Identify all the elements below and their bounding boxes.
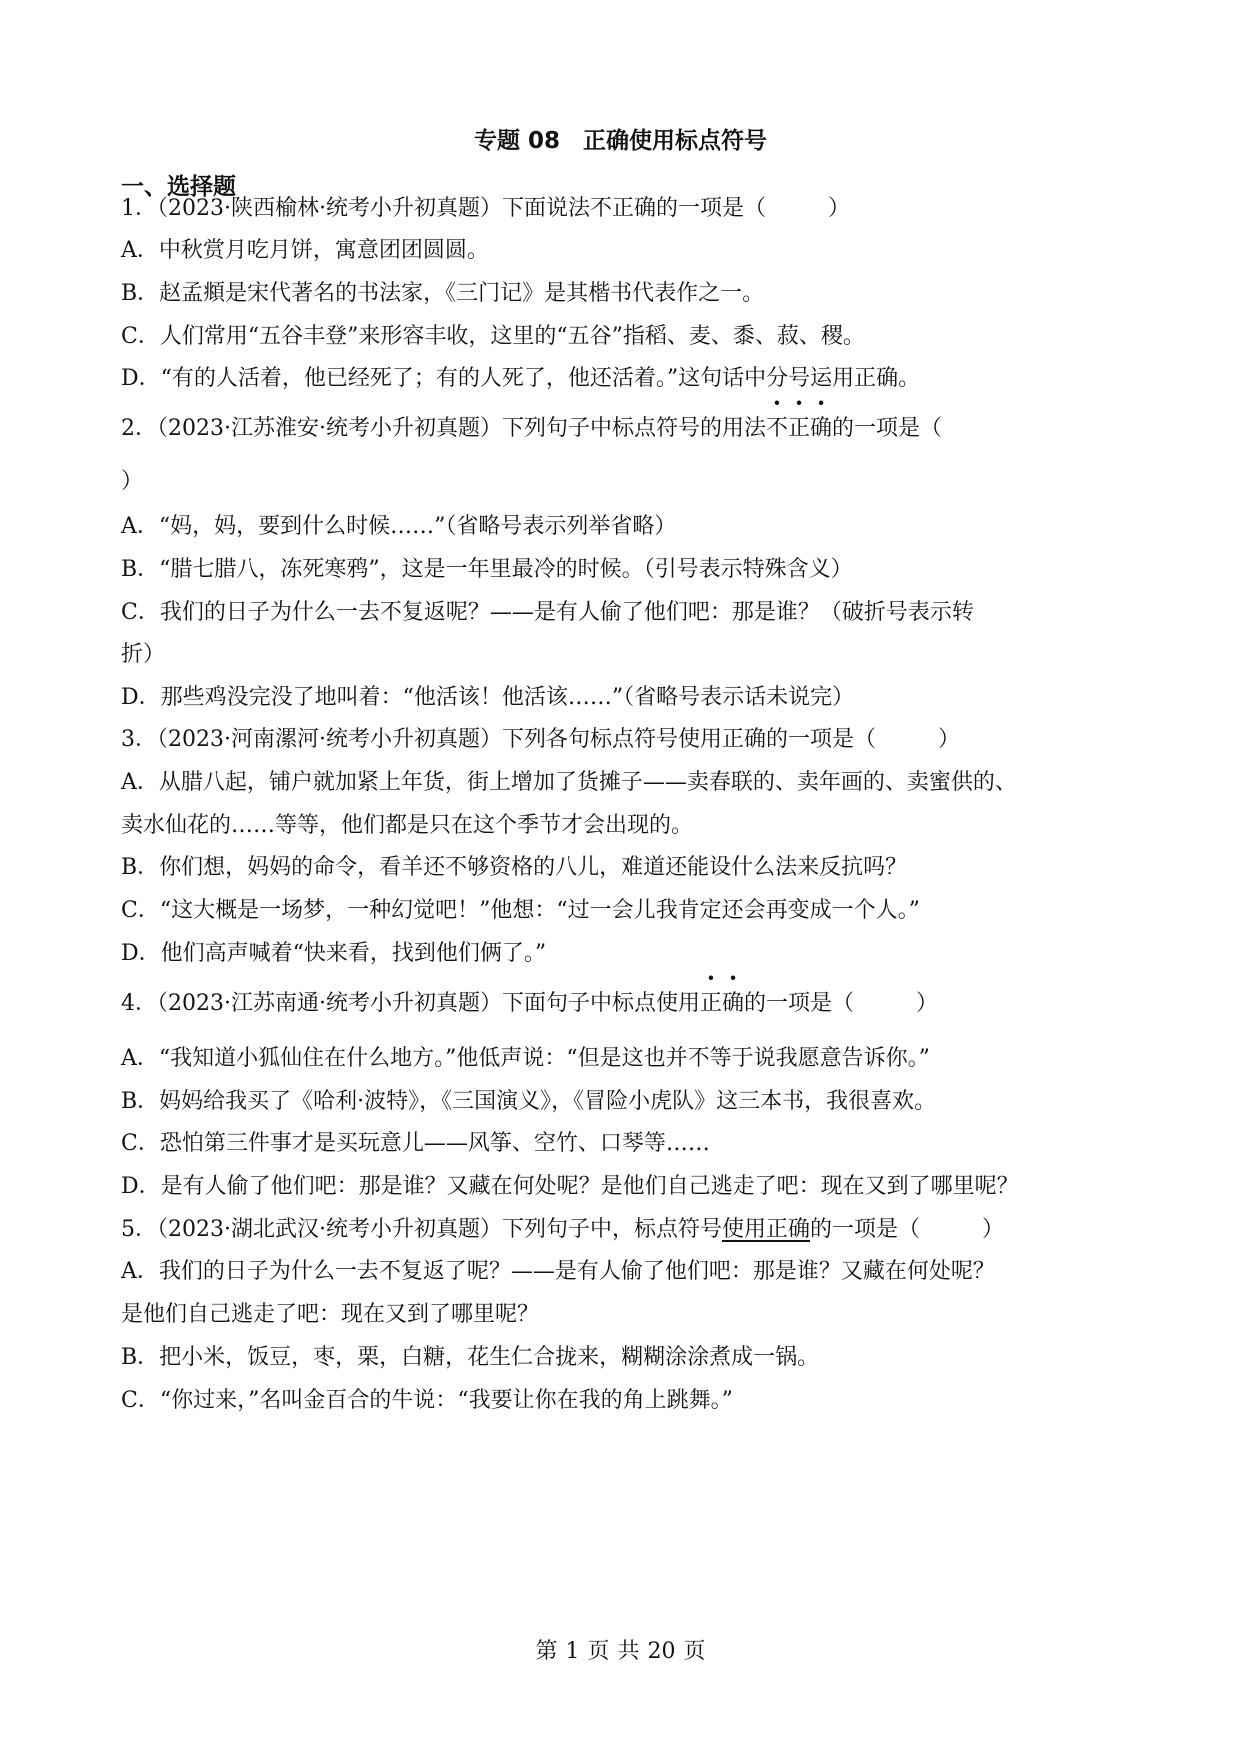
q2-option-b: B．“腊七腊八，冻死寒鸦”，这是一年里最冷的时候。（引号表示特殊含义） <box>121 557 853 582</box>
paren-close: ） <box>827 196 850 221</box>
footer-text: 页 <box>683 1639 706 1664</box>
question-4-text-end: 的一项是（ <box>744 991 855 1016</box>
section-heading: 一、选择题 <box>121 174 236 200</box>
q5-option-a-cont: 是他们自己逃走了吧：现在又到了哪里呢？ <box>121 1302 540 1327</box>
page-footer <box>0 1634 1241 1665</box>
q3-option-c: C．“这大概是一场梦，一种幻觉吧！”他想：“过一会儿我肯定还会再变成一个人。” <box>121 898 920 923</box>
q2-option-c: C．我们的日子为什么一去不复返呢？——是有人偷了他们吧：那是谁？（破折号表示转 <box>121 600 974 625</box>
footer-text: 页 <box>587 1639 610 1664</box>
question-5-text-end: 的一项是（ <box>810 1217 921 1242</box>
page-number: 1 <box>565 1639 580 1664</box>
emphasis-char: 正 <box>699 991 722 1016</box>
emphasis-char: 正 <box>788 416 811 441</box>
q2-option-d: D．那些鸡没完没了地叫着：“他活该！他活该……”（省略号表示话未说完） <box>121 685 855 710</box>
q5-option-c: C．“你过来，”名叫金百合的牛说：“我要让你在我的角上跳舞。” <box>121 1388 733 1413</box>
footer-text: 第 <box>535 1639 558 1664</box>
paren-close: ） <box>982 1217 1005 1242</box>
question-4-stem <box>121 989 1131 1019</box>
emphasis-char: 确 <box>722 991 745 1016</box>
page-total: 20 <box>647 1639 676 1664</box>
q2-option-a: A．“妈，妈，要到什么时候……”（省略号表示列举省略） <box>121 514 677 539</box>
question-3-text: 3．（2023·河南漯河·统考小升初真题）下列各句标点符号使用正确的一项是（ <box>121 727 876 752</box>
question-2-stem <box>121 414 1131 444</box>
paren-close: ） <box>916 991 939 1016</box>
emphasis-char: 确 <box>810 416 833 441</box>
q1-option-d: D．“有的人活着，他已经死了；有的人死了，他还活着。”这句话中分号运用正确。 <box>121 366 921 391</box>
page-title: 专题 08 正确使用标点符号 <box>473 128 767 154</box>
question-2-text-end: 的一项是（ <box>832 416 943 441</box>
q2-option-c-cont: 折） <box>121 642 166 667</box>
question-2-text: 2．（2023·江苏淮安·统考小升初真题）下列句子中标点符号的用法 <box>121 416 766 441</box>
q3-option-d: D．他们高声喊着“快来看，找到他们俩了。” <box>121 941 547 966</box>
footer-text: 共 <box>617 1639 640 1664</box>
question-4-text: 4．（2023·江苏南通·统考小升初真题）下面句子中标点使用 <box>121 991 700 1016</box>
question-5-stem <box>121 1215 1131 1245</box>
q4-option-c: C．恐怕第三件事才是买玩意儿——风筝、空竹、口琴等…… <box>121 1131 710 1156</box>
underlined-phrase: 使用正确 <box>721 1217 810 1242</box>
q1-option-a: A．中秋赏月吃月饼，寓意团团圆圆。 <box>121 238 489 263</box>
q2-paren-close: ） <box>121 469 144 494</box>
q4-option-b: B．妈妈给我买了《哈利·波特》，《三国演义》，《冒险小虎队》这三本书，我很喜欢。 <box>121 1089 937 1114</box>
q4-option-d: D．是有人偷了他们吧：那是谁？又藏在何处呢？是他们自己逃走了吧：现在又到了哪里呢？ <box>121 1174 1019 1199</box>
q5-option-a: A．我们的日子为什么一去不复返了呢？——是有人偷了他们吧：那是谁？又藏在何处呢？ <box>121 1259 995 1284</box>
question-3-stem <box>121 725 1131 755</box>
q1-option-c: C．人们常用“五谷丰登”来形容丰收，这里的“五谷”指稻、麦、黍、菽、稷。 <box>121 324 865 349</box>
emphasis-char: 不 <box>765 416 788 441</box>
q3-option-b: B．你们想，妈妈的命令，看羊还不够资格的八儿，难道还能设什么法来反抗吗？ <box>121 855 908 880</box>
q1-option-b: B．赵孟頫是宋代著名的书法家，《三门记》是其楷书代表作之一。 <box>121 281 765 306</box>
question-5-text: 5．（2023·湖北武汉·统考小升初真题）下列句子中，标点符号 <box>121 1217 722 1242</box>
q3-option-a: A．从腊八起，铺户就加紧上年货，街上增加了货摊子——卖春联的、卖年画的、卖蜜供的、 <box>121 770 1017 795</box>
question-1-stem <box>121 194 1131 224</box>
question-1-text: 1．（2023·陕西榆林·统考小升初真题）下面说法不正确的一项是（ <box>121 196 766 221</box>
paren-close: ） <box>937 727 960 752</box>
q4-option-a: A．“我知道小狐仙住在什么地方。”他低声说：“但是这也并不等于说我愿意告诉你。” <box>121 1046 930 1071</box>
q3-option-a-cont: 卖水仙花的……等等，他们都是只在这个季节才会出现的。 <box>121 813 694 838</box>
q5-option-b: B．把小米，饭豆，枣，栗，白糖，花生仁合拢来，糊糊涂涂煮成一锅。 <box>121 1345 820 1370</box>
